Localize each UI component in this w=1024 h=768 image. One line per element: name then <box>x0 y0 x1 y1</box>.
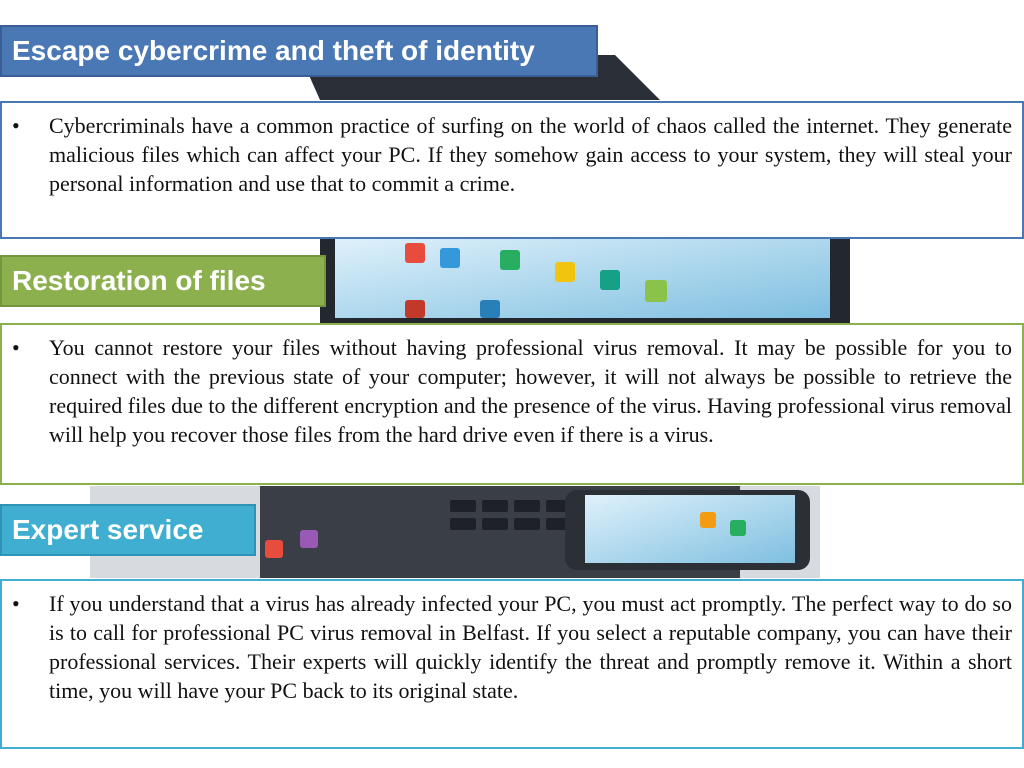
section-heading-text: Expert service <box>12 514 204 545</box>
section-heading-text: Escape cybercrime and theft of identity <box>12 35 535 66</box>
bullet-item <box>12 589 1012 705</box>
bullet-text: Cybercriminals have a common practice of surfing on the world of chaos called the internet. They generate malicious files which can affect your PC. If they somehow gain access to your system, they will steal your personal information and use that to commit a crime. <box>49 113 1012 196</box>
section-body-expert <box>0 579 1024 749</box>
bullet-text: If you understand that a virus has already infected your PC, you must act promptly. The perfect way to do so is to call for professional PC virus removal in Belfast. If you select a reputable company, you can have their professional services. Their experts will quickly identify the threat and promptly remove it. Within a short time, you will have your PC back to its original state. <box>49 591 1012 703</box>
section-heading-identity <box>0 25 598 77</box>
section-body-restoration <box>0 323 1024 485</box>
section-body-identity <box>0 101 1024 239</box>
bullet-text: You cannot restore your files without having professional virus removal. It may be possible for you to connect with the previous state of your computer; however, it will not always be possible to retrieve the required files due to the different encryption and the presence of the virus. Having professional virus removal will help you recover those files from the hard drive even if there is a virus. <box>49 335 1013 447</box>
bullet-marker: • <box>12 335 20 360</box>
section-heading-text: Restoration of files <box>12 265 266 296</box>
section-heading-expert <box>0 504 256 556</box>
bullet-marker: • <box>12 113 20 138</box>
bullet-marker: • <box>12 591 20 616</box>
bullet-item <box>12 111 1012 198</box>
bullet-item <box>12 333 1012 449</box>
section-heading-restoration <box>0 255 326 307</box>
